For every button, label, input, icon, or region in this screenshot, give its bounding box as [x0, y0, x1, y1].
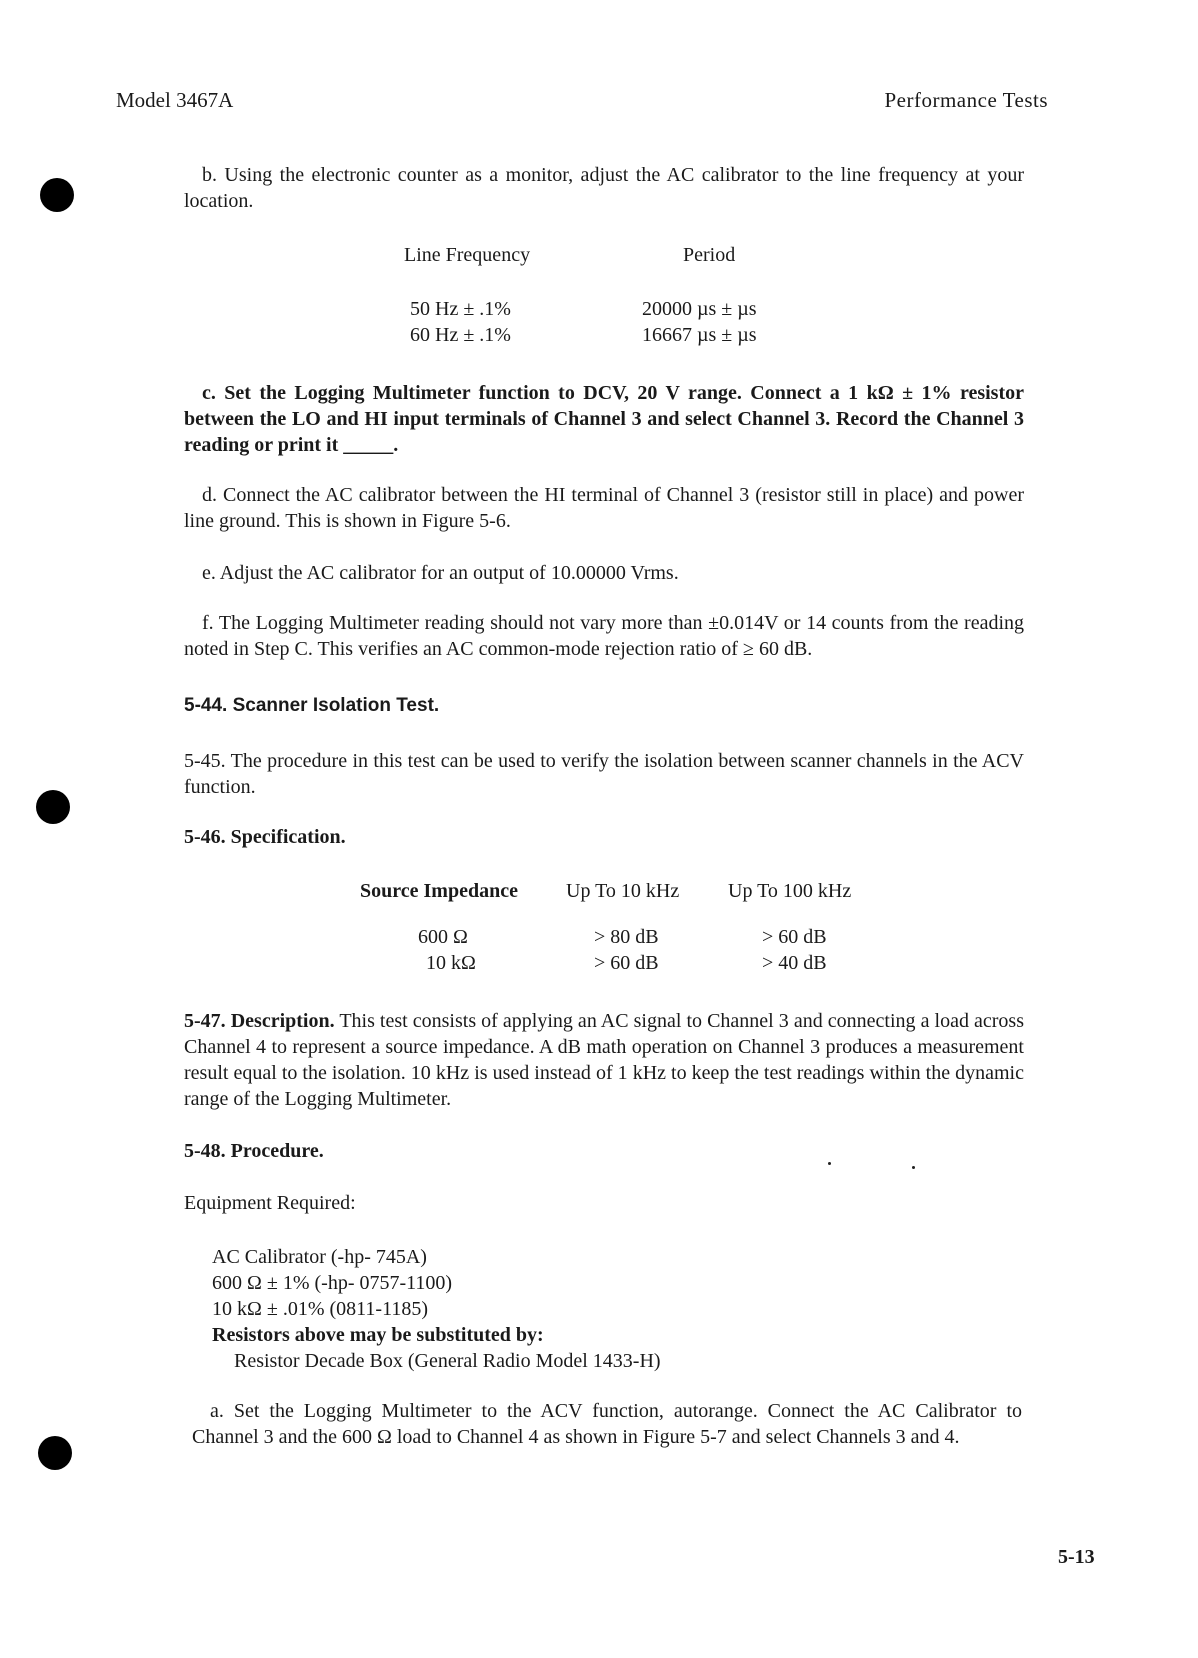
spec-row2-100khz: > 40 dB — [762, 952, 827, 974]
equipment-item: 10 kΩ ± .01% (0811-1185) — [212, 1298, 428, 1320]
paragraph-5-47 — [184, 1008, 1024, 1112]
freq-header-line: Line Frequency — [404, 244, 531, 266]
freq-header-period: Period — [683, 244, 736, 266]
header-section: Performance Tests — [884, 88, 1048, 112]
equipment-item: Resistor Decade Box (General Radio Model 1433-H) — [234, 1350, 661, 1372]
step-a: a. Set the Logging Multimeter to the ACV function, autorange. Connect the AC Calibrator to Channel 3 and the 600 Ω load to Channel 4 as shown in Figure 5-7 and select Channels 3 and 4. — [192, 1400, 1022, 1448]
step-b: b. Using the electronic counter as a monitor, adjust the AC calibrator to the line frequency at your location. — [184, 164, 1024, 212]
spec-row1-100khz: > 60 dB — [762, 926, 827, 948]
punch-hole-top — [40, 178, 74, 212]
step-f: f. The Logging Multimeter reading should not vary more than ±0.014V or 14 counts from the reading noted in Step C. This verifies an AC common-mode rejection ratio of ≥ 60 dB. — [184, 612, 1024, 660]
page-number: 5-13 — [1058, 1546, 1095, 1568]
freq-row2-period: 16667 µs ± µs — [642, 324, 757, 346]
equipment-item: AC Calibrator (-hp- 745A) — [212, 1246, 427, 1268]
paragraph-5-45: 5-45. The procedure in this test can be used to verify the isolation between scanner channels in the ACV function. — [184, 750, 1024, 798]
spec-row2-10khz: > 60 dB — [594, 952, 659, 974]
punch-hole-middle — [36, 790, 70, 824]
step-e: e. Adjust the AC calibrator for an output of 10.00000 Vrms. — [202, 562, 679, 584]
equipment-list — [212, 1244, 661, 1374]
freq-row2-line: 60 Hz ± .1% — [410, 324, 511, 346]
spec-header-impedance: Source Impedance — [360, 880, 518, 902]
spec-header-100khz: Up To 100 kHz — [728, 880, 852, 902]
section-5-48-title: 5-48. Procedure. — [184, 1140, 324, 1162]
spec-row1-impedance: 600 Ω — [418, 926, 468, 948]
freq-row1-line: 50 Hz ± .1% — [410, 298, 511, 320]
header-model: Model 3467A — [116, 88, 234, 112]
equipment-label: Equipment Required: — [184, 1192, 356, 1214]
freq-row1-period: 20000 µs ± µs — [642, 298, 757, 320]
step-d: d. Connect the AC calibrator between the HI terminal of Channel 3 (resistor still in place) and power line ground. This is shown in Figure 5-6. — [184, 484, 1024, 532]
step-c: c. Set the Logging Multimeter function to DCV, 20 V range. Connect a 1 kΩ ± 1% resistor between the LO and HI input terminals of Channel 3 and select Channel 3. Record the Channel 3 reading or print it _____. — [184, 382, 1024, 456]
section-5-46-title: 5-46. Specification. — [184, 826, 346, 848]
equipment-note: Resistors above may be substituted by: — [212, 1324, 544, 1346]
scan-dot — [912, 1166, 915, 1169]
spec-row1-10khz: > 80 dB — [594, 926, 659, 948]
punch-hole-bottom — [38, 1436, 72, 1470]
section-5-44-title: 5-44. Scanner Isolation Test. — [184, 695, 440, 716]
spec-row2-impedance: 10 kΩ — [426, 952, 476, 974]
paragraph-5-47-title: 5-47. Description. — [184, 1010, 335, 1032]
paragraph-5-47-body: This test consists of applying an AC signal to Channel 3 and connecting a load across Channel 4 to represent a source impedance. A dB math operation on Channel 3 produces a measurement result equal to the isolation. 10 kHz is used instead of 1 kHz to keep the test readings within the dynamic range of the Logging Multimeter. — [184, 1010, 1024, 1110]
scan-dot — [828, 1162, 831, 1165]
equipment-item: 600 Ω ± 1% (-hp- 0757-1100) — [212, 1272, 453, 1294]
spec-header-10khz: Up To 10 kHz — [566, 880, 680, 902]
